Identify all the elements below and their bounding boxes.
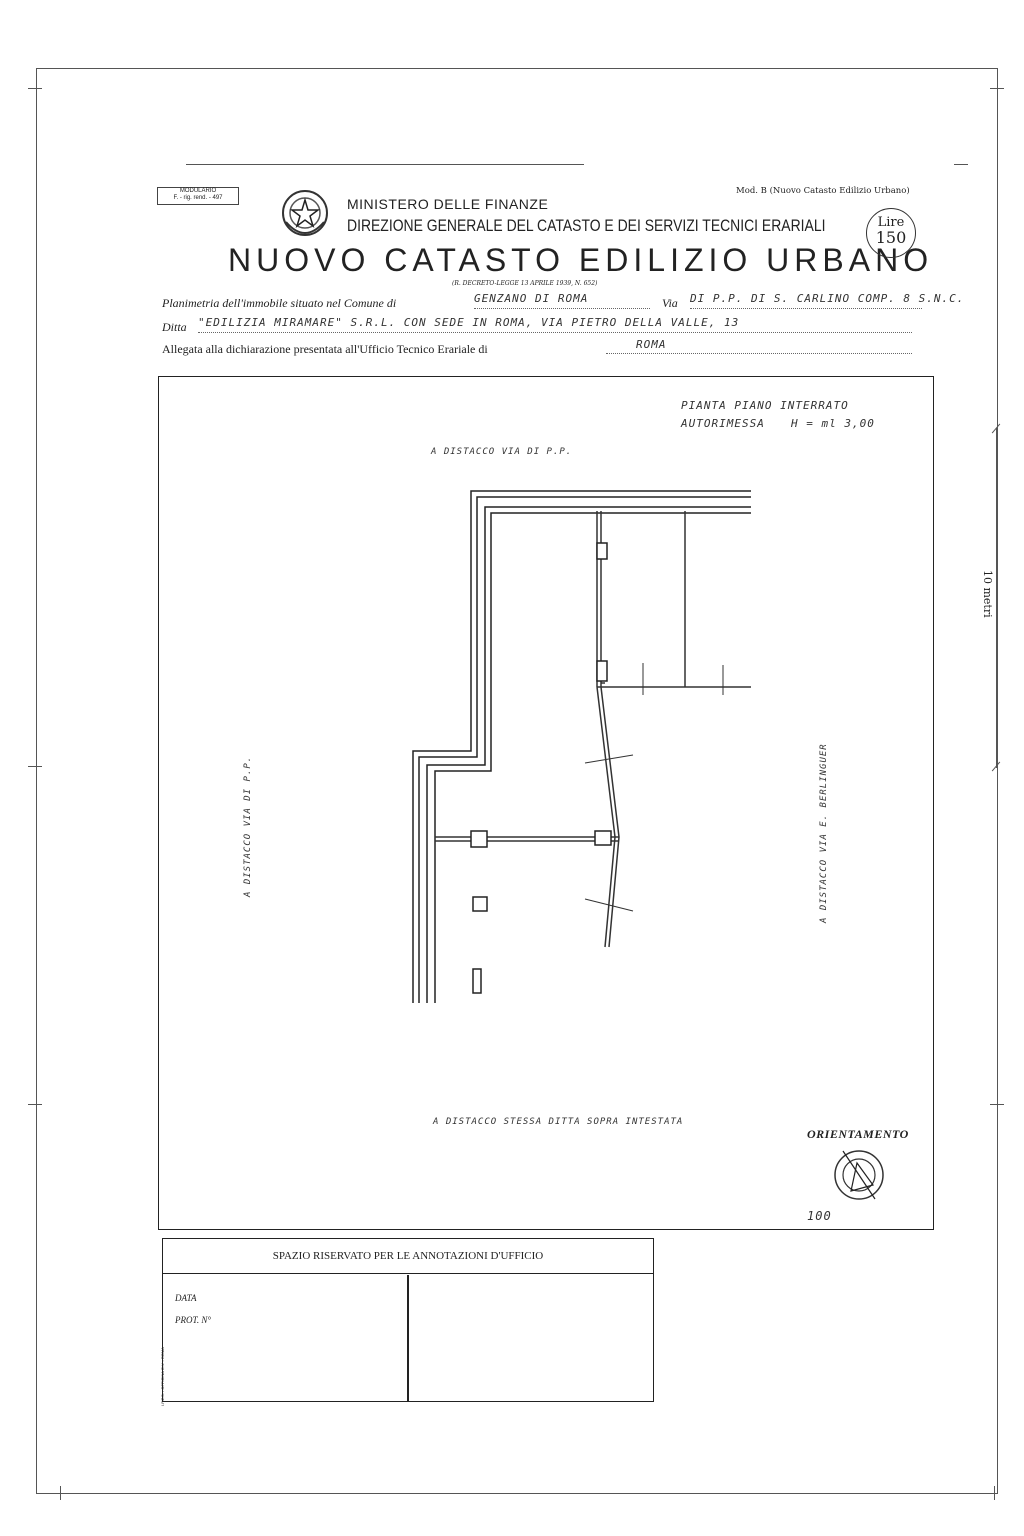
label-right-boundary: A DISTACCO VIA E. BERLINGUER	[819, 743, 829, 923]
orientation-label: ORIENTAMENTO	[807, 1127, 909, 1141]
ditta-field: "EDILIZIA MIRAMARE" S.R.L. CON SEDE IN ROMA, VIA PIETRO DELLA VALLE, 13	[198, 316, 912, 333]
annotation-title: SPAZIO RISERVATO PER LE ANNOTAZIONI D'UFFICIO	[163, 1239, 653, 1274]
emblem-icon	[280, 186, 330, 242]
scale-label	[807, 1209, 832, 1223]
crop-mark	[28, 766, 42, 767]
ufficio-field: ROMA	[606, 338, 912, 354]
ministry-name: MINISTERO DELLE FINANZE	[347, 196, 549, 212]
stamp-line-2: F. - rig. rend. - 497	[173, 195, 223, 201]
stamp-line-1: MODULARIO	[179, 188, 217, 194]
modulario-stamp	[157, 187, 239, 205]
date-label: DATA	[175, 1293, 197, 1303]
plan-height: H = ml 3,00	[791, 417, 875, 430]
crop-mark	[990, 88, 1004, 89]
interior-walls	[435, 511, 751, 947]
crop-mark	[28, 88, 42, 89]
price-badge	[866, 208, 916, 258]
floor-plan-box	[158, 376, 934, 1230]
header-rule	[186, 164, 584, 165]
planimetria-label: Planimetria dell'immobile situato nel Comune di	[162, 296, 397, 310]
office-annotation-box	[162, 1238, 654, 1402]
scale-value: 100	[807, 1209, 832, 1223]
price-label: Lire	[877, 215, 905, 230]
ditta-label: Ditta	[162, 320, 187, 334]
compass-icon	[831, 1145, 891, 1205]
direction-name: DIREZIONE GENERALE DEL CATASTO E DEI SERVIZI TECNICI ERARIALI	[347, 216, 826, 235]
section-marks	[585, 663, 723, 911]
plan-title: PIANTA PIANO INTERRATO	[681, 399, 849, 412]
scale-bar	[996, 428, 997, 768]
printer-credit: I.P.Z.S. - OFFICINA C.V. - ROMA	[160, 1347, 165, 1406]
crop-mark	[954, 164, 968, 165]
crop-mark	[990, 1104, 1004, 1105]
decree-reference: (R. DECRETO-LEGGE 13 APRILE 1939, N. 652)	[452, 280, 598, 287]
outer-walls	[413, 491, 751, 1003]
document-title: NUOVO CATASTO EDILIZIO URBANO	[228, 242, 934, 278]
crop-mark	[60, 1486, 61, 1500]
via-field: DI P.P. DI S. CARLINO COMP. 8 S.N.C.	[690, 292, 922, 309]
protocol-label: PROT. N°	[175, 1315, 211, 1325]
scale-bar-label: 10 metri	[981, 570, 994, 618]
form-model: Mod. B (Nuovo Catasto Edilizio Urbano)	[736, 186, 910, 196]
crop-mark	[28, 1104, 42, 1105]
crop-mark	[994, 1486, 995, 1500]
comune-field: GENZANO DI ROMA	[474, 292, 650, 309]
pillars	[471, 543, 611, 993]
via-label: Via	[662, 296, 678, 310]
label-bottom-boundary: A DISTACCO STESSA DITTA SOPRA INTESTATA	[433, 1117, 684, 1127]
annotation-divider	[407, 1275, 409, 1401]
price-value: 150	[875, 228, 907, 247]
plan-use: AUTORIMESSA	[681, 417, 765, 430]
label-top-boundary: A DISTACCO VIA DI P.P.	[431, 447, 573, 457]
label-left-boundary: A DISTACCO VIA DI P.P.	[243, 755, 253, 897]
floor-plan-drawing	[159, 377, 933, 1229]
allegata-label: Allegata alla dichiarazione presentata all'Ufficio Tecnico Erariale di	[162, 342, 488, 356]
